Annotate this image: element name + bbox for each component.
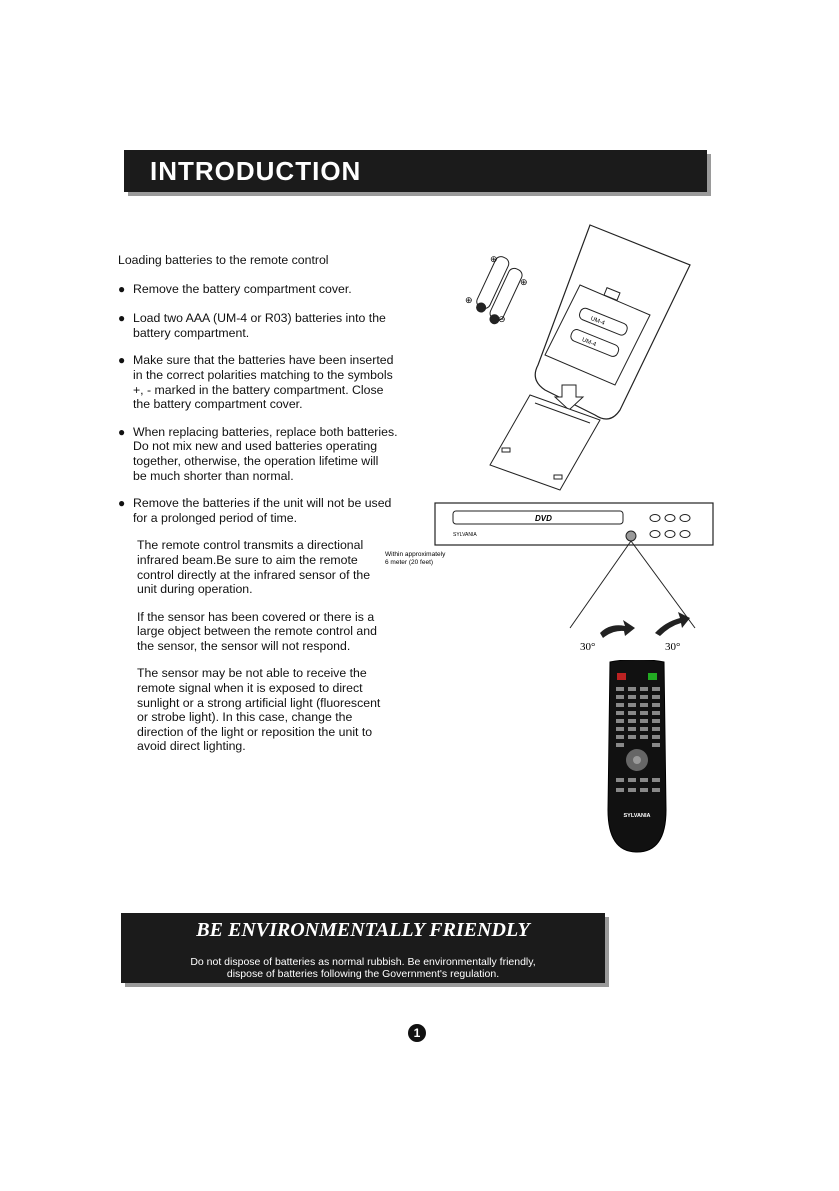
bullet-icon: ● [118, 281, 126, 296]
bullet-item [118, 282, 408, 297]
battery-label: UM-4 [580, 337, 597, 349]
range-line: 6 meter (20 feet) [385, 559, 434, 566]
instructions-column [118, 253, 408, 754]
bullet-line: for a prolonged period of time. [133, 510, 298, 525]
environment-notice [121, 913, 605, 983]
angle-label: 30° [580, 641, 596, 653]
bullet-icon: ● [118, 353, 126, 368]
range-line: Within approximately [385, 551, 446, 558]
bullet-line: Make sure that the batteries have been inserted [133, 353, 394, 368]
angle-label: 30° [665, 641, 681, 653]
minus-icon: ⊖ [498, 314, 506, 324]
brand-label: SYLVANIA [453, 532, 477, 538]
plus-icon: ⊕ [490, 254, 498, 264]
paragraph [118, 666, 408, 754]
bullet-line: Do not mix new and used batteries operating [133, 439, 378, 454]
bullet-item [118, 353, 408, 411]
paragraph-line: the sensor, the sensor will not respond. [137, 638, 351, 653]
paragraph-line: The remote control transmits a directional [137, 538, 364, 553]
section-heading: Loading batteries to the remote control [118, 253, 329, 267]
paragraph-line: unit during operation. [137, 582, 253, 597]
bullet-icon: ● [118, 496, 126, 511]
paragraph-line: avoid direct lighting. [137, 739, 246, 754]
environment-body [121, 956, 605, 980]
environment-line: dispose of batteries following the Government's regulation. [226, 968, 500, 980]
bullet-line: Remove the batteries if the unit will not be used [133, 496, 392, 511]
bullet-line: in the correct polarities matching to the symbols [133, 367, 393, 382]
bullet-line: Load two AAA (UM-4 or R03) batteries into the [133, 311, 386, 326]
plus-icon: ⊕ [465, 295, 473, 305]
dvd-player-illustration [385, 498, 715, 658]
environment-title: BE ENVIRONMENTALLY FRIENDLY [196, 919, 530, 941]
bullet-item [118, 496, 408, 525]
paragraph [118, 610, 408, 654]
bullet-line: the battery compartment cover. [133, 397, 303, 412]
paragraph-line: large object between the remote control and [137, 624, 377, 639]
bullet-item [118, 425, 408, 483]
paragraph-line: or strobe light). In this case, change the [137, 710, 353, 725]
paragraph-line: remote signal when it is exposed to direct [137, 681, 363, 696]
page-number: 1 [408, 1024, 426, 1042]
arrow-icon [600, 620, 635, 638]
plus-icon: ⊕ [520, 277, 528, 287]
bullet-icon: ● [118, 311, 126, 326]
bullet-line: together, otherwise, the operation lifetime will [133, 453, 379, 468]
bullet-icon: ● [118, 424, 126, 439]
paragraph-line: The sensor may be not able to receive the [137, 666, 367, 681]
paragraph-line: If the sensor has been covered or there is a [137, 609, 375, 624]
paragraph-line: sunlight or a strong artificial light (fluorescent [137, 695, 381, 710]
paragraph-line: control directly at the infrared sensor of the [137, 567, 371, 582]
bullet-line: When replacing batteries, replace both batteries. [133, 424, 398, 439]
arrow-icon [655, 612, 690, 636]
remote-brand: SYLVANIA [623, 813, 651, 819]
environment-line: Do not dispose of batteries as normal rubbish. Be environmentally friendly, [190, 956, 536, 968]
paragraph-line: infrared beam.Be sure to aim the remote [137, 552, 358, 567]
bullet-line: be much shorter than normal. [133, 468, 294, 483]
bullet-line: battery compartment. [133, 325, 250, 340]
bullet-line: +, - marked in the battery compartment. Close [133, 382, 384, 397]
paragraph [118, 538, 408, 596]
title-bar [124, 150, 707, 192]
dvd-logo: DVD [535, 514, 552, 523]
page-title: INTRODUCTION [150, 156, 362, 186]
remote-control-illustration [600, 660, 674, 855]
paragraph-line: direction of the light or reposition the unit to [137, 724, 373, 739]
battery-loading-illustration [450, 220, 700, 500]
battery-label: UM-4 [589, 315, 606, 327]
bullet-line: Remove the battery compartment cover. [133, 281, 352, 296]
bullet-item [118, 311, 408, 340]
